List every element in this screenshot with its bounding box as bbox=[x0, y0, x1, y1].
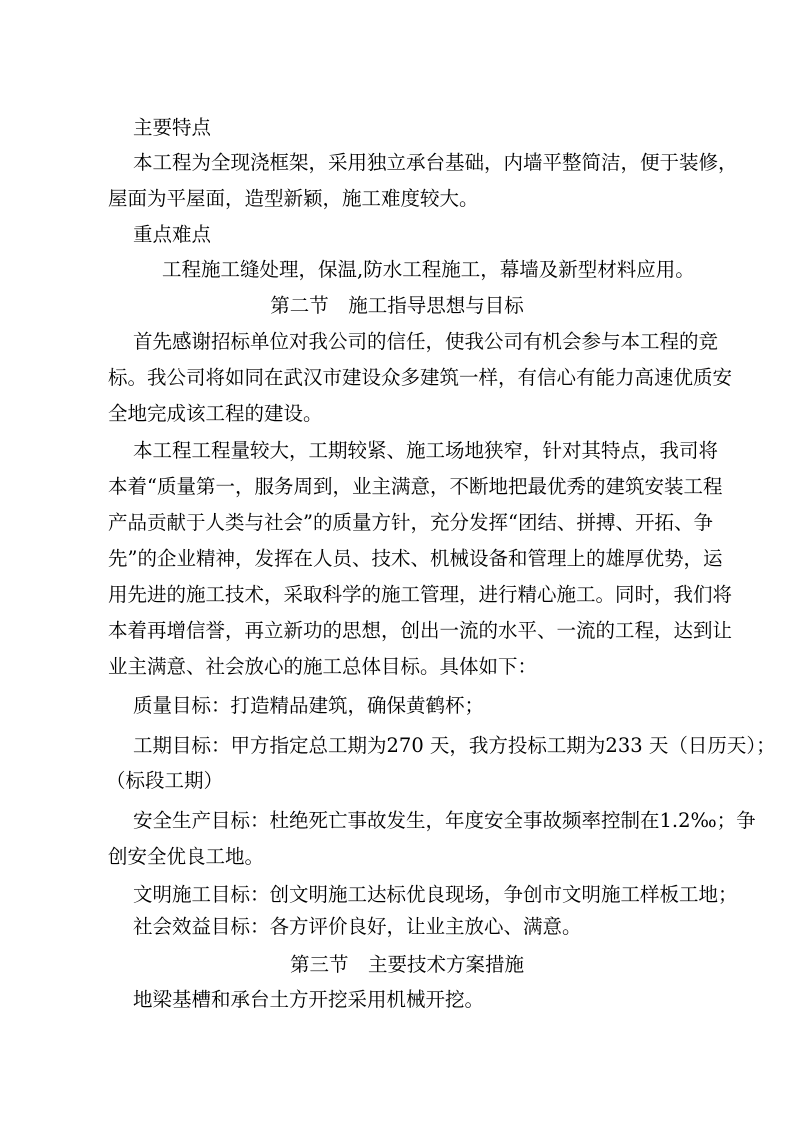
schedule-goal: 工期目标：甲方指定总工期为270 天，我方投标工期为233 天（日历天）； bbox=[133, 734, 776, 757]
schedule-goal-note: （标段工期） bbox=[106, 769, 224, 792]
paragraph-line: 业主满意、社会放心的施工总体目标。具体如下： bbox=[108, 655, 538, 678]
heading-main-features: 主要特点 bbox=[133, 116, 212, 139]
quality-goal: 质量目标：打造精品建筑，确保黄鹤杯； bbox=[133, 694, 485, 717]
paragraph-line: 工程施工缝处理，保温,防水工程施工，幕墙及新型材料应用。 bbox=[162, 258, 695, 281]
section-heading-3: 第三节 主要技术方案措施 bbox=[289, 953, 524, 976]
safety-goal: 安全生产目标：杜绝死亡事故发生，年度安全事故频率控制在1.2‰；争 bbox=[133, 809, 756, 832]
paragraph-line: 本工程工程量较大，工期较紧、施工场地狭窄，针对其特点，我司将 bbox=[133, 439, 719, 462]
paragraph-line: 全地完成该工程的建设。 bbox=[108, 402, 323, 425]
paragraph-line: 首先感谢招标单位对我公司的信任，使我公司有机会参与本工程的竞 bbox=[133, 330, 719, 353]
paragraph-line: 标。我公司将如同在武汉市建设众多建筑一样，有信心有能力高速优质安 bbox=[108, 366, 733, 389]
paragraph-line: 先”的企业精神，发挥在人员、技术、机械设备和管理上的雄厚优势，运 bbox=[108, 547, 723, 570]
paragraph-line: 地梁基槽和承台土方开挖采用机械开挖。 bbox=[133, 988, 485, 1011]
paragraph-line: 本着“质量第一，服务周到，业主满意，不断地把最优秀的建筑安装工程 bbox=[108, 475, 723, 498]
paragraph-line: 产品贡献于人类与社会”的质量方针，充分发挥“团结、拼搏、开拓、争 bbox=[108, 511, 713, 534]
section-heading-2: 第二节 施工指导思想与目标 bbox=[270, 294, 524, 317]
safety-goal-continued: 创安全优良工地。 bbox=[108, 845, 265, 868]
paragraph-line: 本着再增信誉，再立新功的思想，创出一流的水平、一流的工程，达到让 bbox=[108, 619, 733, 642]
paragraph-line: 本工程为全现浇框架，采用独立承台基础，内墙平整简洁，便于装修， bbox=[133, 151, 738, 174]
civilized-construction-goal: 文明施工目标：创文明施工达标优良现场，争创市文明施工样板工地； bbox=[133, 883, 738, 906]
paragraph-line: 用先进的施工技术，采取科学的施工管理，进行精心施工。同时，我们将 bbox=[108, 583, 733, 606]
heading-key-difficulties: 重点难点 bbox=[133, 223, 212, 246]
paragraph-line: 屋面为平屋面，造型新颖，施工难度较大。 bbox=[108, 187, 479, 210]
social-benefit-goal: 社会效益目标：各方评价良好，让业主放心、满意。 bbox=[133, 915, 582, 938]
